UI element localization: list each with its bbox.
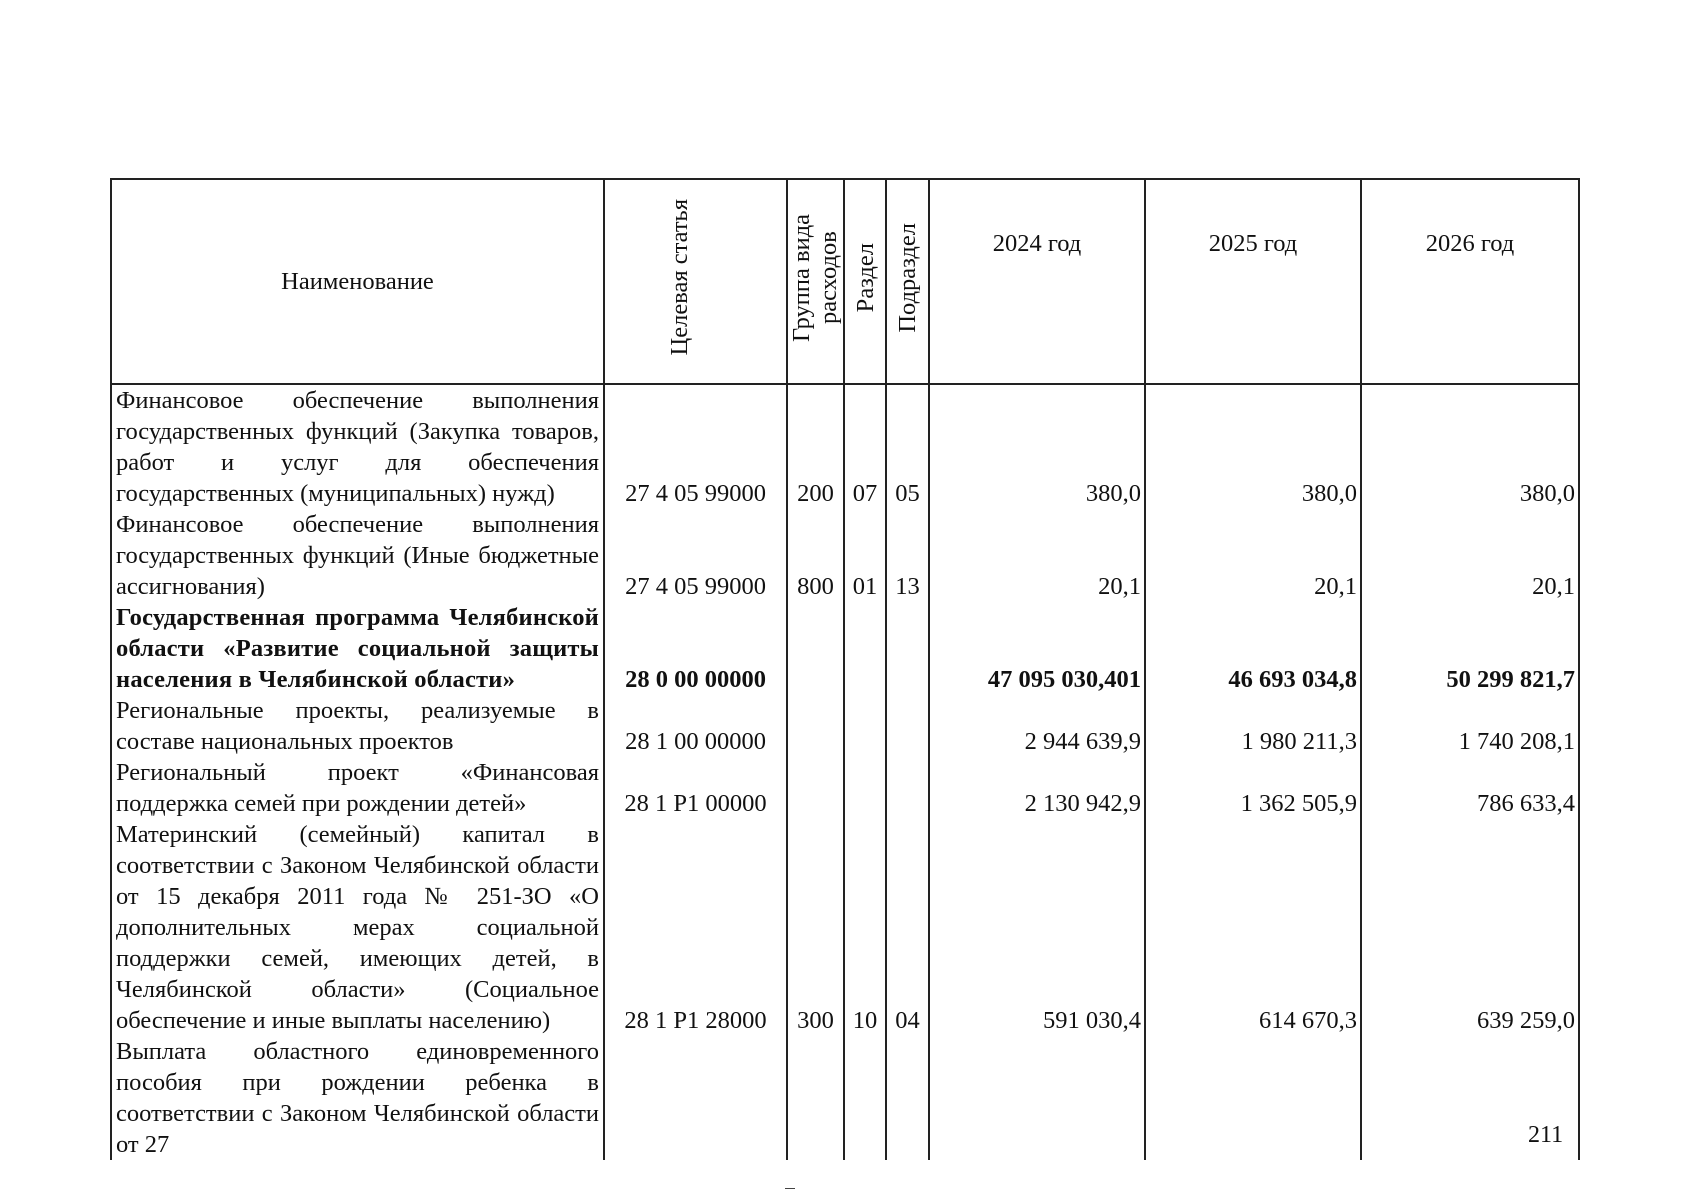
row-2025 — [1145, 1036, 1361, 1160]
row-subsection — [886, 757, 929, 819]
row-2025: 20,1 — [1145, 509, 1361, 602]
budget-table — [110, 178, 1580, 1160]
row-section — [844, 602, 886, 695]
row-expense-group: 800 — [787, 509, 844, 602]
row-2026: 380,0 — [1361, 384, 1579, 509]
row-target-article: 27 4 05 99000 — [604, 509, 787, 602]
row-2024: 47 095 030,401 — [929, 602, 1145, 695]
page-number: 211 — [1528, 1122, 1564, 1148]
row-name: Материнский (семейный) капитал в соответствии с Законом Челябинской области от 15 декабря 2011 года № 251-ЗО «О дополнительных мерах социальной поддержки семей, имеющих детей, в Челябинской области» (Социальное обеспечение и иные выплаты населению) — [111, 819, 604, 1036]
row-name: Финансовое обеспечение выполнения государственных функций (Закупка товаров, работ и услуг для обеспечения государственных (муниципальных) нужд) — [111, 384, 604, 509]
row-section: 10 — [844, 819, 886, 1036]
row-subsection — [886, 1036, 929, 1160]
row-section: 07 — [844, 384, 886, 509]
row-2026: 50 299 821,7 — [1361, 602, 1579, 695]
row-2025: 1 362 505,9 — [1145, 757, 1361, 819]
row-section — [844, 1036, 886, 1160]
row-2026: 639 259,0 — [1361, 819, 1579, 1036]
row-2026: 1 740 208,1 — [1361, 695, 1579, 757]
header-section: Раздел — [844, 179, 886, 384]
header-name: Наименование — [111, 179, 604, 384]
table-row — [111, 757, 1579, 819]
row-expense-group — [787, 695, 844, 757]
row-2025: 614 670,3 — [1145, 819, 1361, 1036]
row-2024: 20,1 — [929, 509, 1145, 602]
row-expense-group: 300 — [787, 819, 844, 1036]
row-2025: 1 980 211,3 — [1145, 695, 1361, 757]
row-target-article: 28 1 P1 28000 — [604, 819, 787, 1036]
row-name: Региональный проект «Финансовая поддержка семей при рождении детей» — [111, 757, 604, 819]
row-2024: 2 944 639,9 — [929, 695, 1145, 757]
row-2024 — [929, 1036, 1145, 1160]
header-subsection: Подраздел — [886, 179, 929, 384]
row-subsection — [886, 602, 929, 695]
row-2024: 2 130 942,9 — [929, 757, 1145, 819]
row-target-article: 28 1 P1 00000 — [604, 757, 787, 819]
row-expense-group — [787, 1036, 844, 1160]
row-2024: 380,0 — [929, 384, 1145, 509]
table-row-program — [111, 602, 1579, 695]
table-row — [111, 1036, 1579, 1160]
table-header-row — [111, 179, 1579, 384]
row-section: 01 — [844, 509, 886, 602]
row-2026: 786 633,4 — [1361, 757, 1579, 819]
row-2026: 20,1 — [1361, 509, 1579, 602]
row-name: Региональные проекты, реализуемые в составе национальных проектов — [111, 695, 604, 757]
header-expense-group: Группа вида расходов — [787, 179, 844, 384]
header-2025: 2025 год — [1145, 179, 1361, 384]
row-target-article: 28 0 00 00000 — [604, 602, 787, 695]
header-2024: 2024 год — [929, 179, 1145, 384]
row-subsection: 13 — [886, 509, 929, 602]
row-target-article — [604, 1036, 787, 1160]
row-subsection: 04 — [886, 819, 929, 1036]
table-row — [111, 819, 1579, 1036]
header-target-article: Целевая статья — [604, 179, 787, 384]
row-section — [844, 757, 886, 819]
row-subsection — [886, 695, 929, 757]
row-target-article: 28 1 00 00000 — [604, 695, 787, 757]
row-expense-group — [787, 602, 844, 695]
table-row — [111, 695, 1579, 757]
row-subsection: 05 — [886, 384, 929, 509]
table-row — [111, 509, 1579, 602]
row-target-article: 27 4 05 99000 — [604, 384, 787, 509]
row-expense-group: 200 — [787, 384, 844, 509]
table-row — [111, 384, 1579, 509]
row-2025: 46 693 034,8 — [1145, 602, 1361, 695]
row-2024: 591 030,4 — [929, 819, 1145, 1036]
row-name: Выплата областного единовременного пособия при рождении ребенка в соответствии с Законом Челябинской области от 27 — [111, 1036, 604, 1160]
footer-mark — [785, 1188, 795, 1189]
row-2025: 380,0 — [1145, 384, 1361, 509]
header-2026: 2026 год — [1361, 179, 1579, 384]
row-name: Финансовое обеспечение выполнения государственных функций (Иные бюджетные ассигнования) — [111, 509, 604, 602]
row-expense-group — [787, 757, 844, 819]
row-name: Государственная программа Челябинской области «Развитие социальной защиты населения в Челябинской области» — [111, 602, 604, 695]
row-section — [844, 695, 886, 757]
